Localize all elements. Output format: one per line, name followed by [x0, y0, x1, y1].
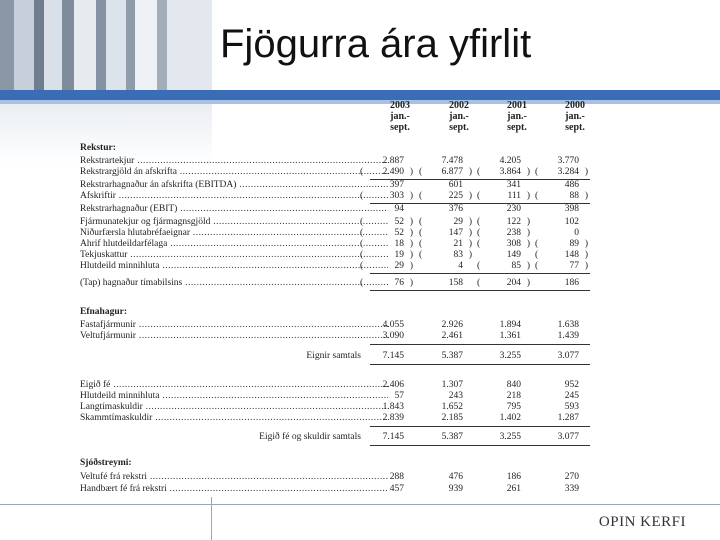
row-label: Rekstrartekjur .....	[80, 156, 388, 167]
table-row	[78, 380, 598, 391]
cell-2001: 341	[506, 180, 521, 190]
row-label: Skammtímaskuldir .....	[80, 413, 388, 424]
page-title: Fjögurra ára yfirlit	[220, 22, 532, 66]
column-header-2001: 2001 jan.- sept.	[507, 100, 527, 133]
cell-2002: 939	[448, 484, 463, 494]
table-row	[78, 228, 598, 239]
row-label: Afskriftir .....	[80, 191, 388, 202]
subtotal-rule	[370, 426, 590, 427]
cell-2003: 288	[389, 472, 404, 482]
cell-2001: 149	[506, 250, 521, 260]
cell-2003: 2.406	[382, 380, 404, 390]
total-rule	[370, 364, 590, 365]
cell-2003: ( 2.490 )	[358, 167, 408, 178]
row-label: Fjármunatekjur og fjármagnsgjöld .....	[80, 217, 388, 228]
row-label: Hlutdeild minnihluta .....	[80, 391, 388, 402]
header-building-photo	[0, 0, 212, 90]
cell-2003: 7.145	[382, 351, 404, 361]
subtotal-rule	[370, 344, 590, 345]
cell-2000: 3.077	[557, 432, 579, 442]
cell-2002: ( 21 )	[417, 239, 467, 250]
cell-2000: 270	[564, 472, 579, 482]
footer-rule	[0, 504, 720, 505]
row-label: Rekstrarhagnaður (EBIT) .....	[80, 204, 388, 215]
row-label: Áhrif hlutdeildarfélaga .....	[80, 239, 388, 250]
table-row	[78, 191, 598, 202]
cell-2000: ( 88 )	[533, 191, 583, 202]
row-label: (Tap) hagnaður tímabilsins .....	[80, 278, 388, 289]
cell-2000: 1.638	[557, 320, 579, 330]
row-label: Hlutdeild minnihluta .....	[80, 261, 388, 272]
cell-2001: ( 111 )	[475, 191, 525, 202]
cell-2003: 57	[394, 391, 404, 401]
table-row	[78, 351, 598, 362]
cell-2001: 218	[506, 391, 521, 401]
cell-2000: 245	[564, 391, 579, 401]
cell-2002: ( 6.877 )	[417, 167, 467, 178]
cell-2000: 3.770	[557, 156, 579, 166]
row-label: Eigið fé og skuldir samtals	[259, 432, 361, 442]
table-row	[78, 261, 598, 272]
cell-2001: ( 204 )	[475, 278, 525, 289]
row-label: Eigið fé .....	[80, 380, 388, 391]
side-fade	[0, 104, 212, 164]
cell-2003: ( 29 )	[358, 261, 408, 272]
cell-2003: ( 18 )	[358, 239, 408, 250]
cell-2003: 7.145	[382, 432, 404, 442]
cell-2002: 476	[448, 472, 463, 482]
cell-2000: 1.287	[557, 413, 579, 423]
cell-2001: 840	[506, 380, 521, 390]
cell-2003: 4.055	[382, 320, 404, 330]
cell-2001: 261	[506, 484, 521, 494]
table-row	[78, 278, 598, 289]
cell-2003: ( 76 )	[358, 278, 408, 289]
cell-2003: 397	[389, 180, 404, 190]
row-label: Fastafjármunir .....	[80, 320, 388, 331]
section-efnahagur: Efnahagur:	[80, 307, 127, 317]
table-row	[78, 331, 598, 342]
cell-2002: 1.652	[441, 402, 463, 412]
table-row	[78, 413, 598, 424]
cell-2002: 7.478	[441, 156, 463, 166]
cell-2001: ( 85 )	[475, 261, 525, 272]
table-row	[78, 391, 598, 402]
cell-2003: 457	[389, 484, 404, 494]
table-row	[78, 217, 598, 228]
cell-2002: ( 83 )	[417, 250, 467, 261]
cell-2000: ( 89 )	[533, 239, 583, 250]
row-label: Rekstrarhagnaður án afskrifta (EBITDA) .....	[80, 180, 388, 191]
cell-2002: ( 225 )	[417, 191, 467, 202]
cell-2001: 795	[506, 402, 521, 412]
cell-2000: ( 77 )	[533, 261, 583, 272]
row-label: Veltufjármunir .....	[80, 331, 388, 342]
cell-2003: 2.887	[382, 156, 404, 166]
cell-2003: 94	[394, 204, 404, 214]
table-row	[78, 484, 598, 495]
footer-separator	[211, 497, 212, 540]
subtotal-rule	[370, 273, 590, 274]
cell-2000: 0	[574, 228, 579, 238]
cell-2002: ( 147 )	[417, 228, 467, 239]
table-row	[78, 167, 598, 178]
cell-2001: ( 3.864 )	[475, 167, 525, 178]
cell-2002: 5.387	[441, 351, 463, 361]
cell-2000: 398	[564, 204, 579, 214]
table-row	[78, 204, 598, 215]
header-band	[0, 90, 720, 100]
cell-2000: 1.439	[557, 331, 579, 341]
cell-2002: 376	[448, 204, 463, 214]
row-label: Rekstrargjöld án afskrifta .....	[80, 167, 388, 178]
cell-2001: ( 238 )	[475, 228, 525, 239]
cell-2002: 4	[458, 261, 463, 271]
cell-2000: 339	[564, 484, 579, 494]
cell-2003: 2.839	[382, 413, 404, 423]
cell-2002: 2.926	[441, 320, 463, 330]
table-row	[78, 432, 598, 443]
total-rule	[370, 290, 590, 291]
table-row	[78, 156, 598, 167]
column-header-2003: 2003 jan.- sept.	[390, 100, 410, 133]
table-row	[78, 472, 598, 483]
cell-2001: ( 308 )	[475, 239, 525, 250]
total-rule	[370, 445, 590, 446]
section-sjodstreymi: Sjóðstreymi:	[80, 458, 132, 468]
cell-2000: 186	[564, 278, 579, 288]
cell-2003: ( 52 )	[358, 217, 408, 228]
cell-2002: 243	[448, 391, 463, 401]
cell-2002: 601	[448, 180, 463, 190]
cell-2001: 3.255	[499, 432, 521, 442]
cell-2000: ( 148 )	[533, 250, 583, 261]
cell-2002: 2.461	[441, 331, 463, 341]
cell-2000: 952	[564, 380, 579, 390]
table-row	[78, 402, 598, 413]
column-header-2002: 2002 jan.- sept.	[449, 100, 469, 133]
cell-2001: 3.255	[499, 351, 521, 361]
table-row	[78, 239, 598, 250]
row-label: Veltufé frá rekstri .....	[80, 472, 388, 483]
cell-2003: ( 52 )	[358, 228, 408, 239]
table-row	[78, 180, 598, 191]
cell-2002: ( 29 )	[417, 217, 467, 228]
cell-2003: ( 19 )	[358, 250, 408, 261]
cell-2001: ( 122 )	[475, 217, 525, 228]
cell-2002: 5.387	[441, 432, 463, 442]
table-row	[78, 250, 598, 261]
table-row	[78, 320, 598, 331]
row-label: Langtímaskuldir .....	[80, 402, 388, 413]
cell-2002: 158	[448, 278, 463, 288]
cell-2001: 186	[506, 472, 521, 482]
cell-2001: 1.402	[499, 413, 521, 423]
cell-2000: 3.077	[557, 351, 579, 361]
cell-2003: 1.843	[382, 402, 404, 412]
row-label: Handbært fé frá rekstri .....	[80, 484, 388, 495]
cell-2001: 1.361	[499, 331, 521, 341]
cell-2003: 3.090	[382, 331, 404, 341]
cell-2002: 2.185	[441, 413, 463, 423]
cell-2001: 4.205	[499, 156, 521, 166]
row-label: Eignir samtals	[306, 351, 361, 361]
cell-2001: 230	[506, 204, 521, 214]
cell-2000: 593	[564, 402, 579, 412]
cell-2000: 102	[564, 217, 579, 227]
row-label: Niðurfærsla hlutabréfaeignar .....	[80, 228, 388, 239]
cell-2000: ( 3.284 )	[533, 167, 583, 178]
cell-2003: ( 303 )	[358, 191, 408, 202]
column-header-2000: 2000 jan.- sept.	[565, 100, 585, 133]
company-logo: OPIN KERFI	[598, 514, 686, 530]
row-label: Tekjuskattur .....	[80, 250, 388, 261]
cell-2000: 486	[564, 180, 579, 190]
section-rekstur: Rekstur:	[80, 143, 116, 153]
cell-2002: 1.307	[441, 380, 463, 390]
cell-2001: 1.894	[499, 320, 521, 330]
